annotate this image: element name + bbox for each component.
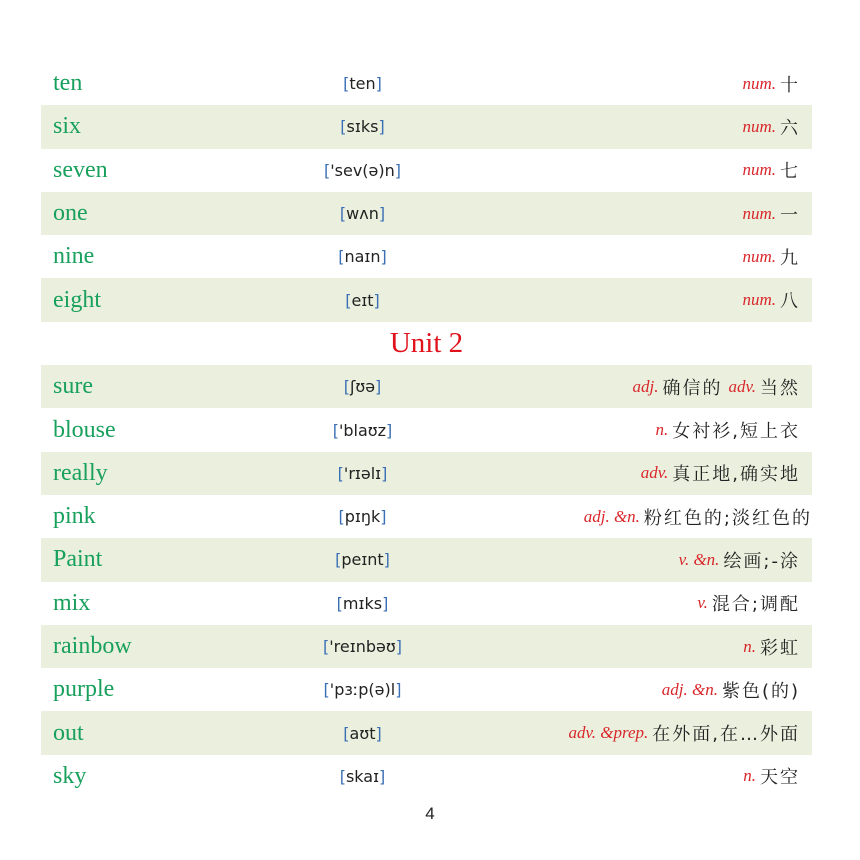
vocab-row (41, 452, 812, 495)
bracket-open: [ (343, 74, 350, 94)
vocab-phonetic (241, 711, 484, 754)
vocab-word: ten (53, 70, 83, 97)
bracket-close: ] (380, 247, 387, 267)
bracket-open: [ (343, 723, 350, 743)
bracket-open: [ (343, 377, 350, 397)
vocab-meaning (736, 62, 800, 105)
vocab-word: seven (53, 156, 108, 183)
vocab-word: one (53, 200, 88, 227)
part-of-speech: adv. (728, 376, 756, 396)
part-of-speech: num. (742, 203, 776, 223)
vocab-phonetic (241, 235, 484, 278)
bracket-close: ] (378, 117, 385, 137)
vocab-phonetic (241, 755, 484, 798)
vocab-word: really (53, 459, 108, 486)
vocab-phonetic (241, 625, 484, 668)
phonetic-text: eɪt (351, 290, 374, 310)
chinese-meaning: 十 (780, 74, 800, 96)
vocab-row (41, 149, 812, 192)
vocab-row (41, 668, 812, 711)
vocab-meaning (562, 711, 800, 754)
bracket-close: ] (382, 593, 389, 613)
bracket-open: [ (339, 766, 346, 786)
vocab-phonetic (241, 452, 484, 495)
phonetic-text: wʌn (346, 204, 379, 224)
bracket-open: [ (337, 463, 344, 483)
bracket-close: ] (375, 74, 382, 94)
phonetic-text: 'rɪəlɪ (343, 463, 382, 483)
part-of-speech: n. (743, 636, 756, 656)
chinese-meaning: 确信的 (662, 377, 723, 399)
phonetic-text: mɪks (342, 593, 383, 613)
vocab-meaning (578, 495, 812, 538)
vocab-phonetic (241, 278, 484, 321)
part-of-speech: adj. (632, 376, 659, 396)
vocab-row (41, 538, 812, 581)
phonetic-text: peɪnt (341, 550, 384, 570)
vocab-row (41, 755, 812, 798)
chinese-meaning: 七 (780, 161, 800, 183)
bracket-open: [ (323, 680, 330, 700)
part-of-speech: num. (742, 116, 776, 136)
unit2-section (41, 365, 812, 798)
part-of-speech: adv. (640, 463, 669, 483)
vocab-phonetic (241, 149, 484, 192)
vocab-word: pink (53, 503, 96, 530)
bracket-close: ] (394, 160, 401, 180)
chinese-meaning: 天空 (760, 767, 800, 789)
vocab-word: nine (53, 243, 95, 270)
vocab-row (41, 582, 812, 625)
vocab-phonetic (241, 192, 484, 235)
phonetic-text: 'sev(ə)n (330, 160, 395, 180)
vocab-row (41, 62, 812, 105)
vocab-row (41, 192, 812, 235)
vocab-word: purple (53, 676, 115, 703)
unit1-section (41, 62, 812, 322)
part-of-speech: n. (743, 766, 756, 786)
vocab-word: six (53, 113, 82, 140)
phonetic-text: sɪks (346, 117, 379, 137)
phonetic-text: aʊt (349, 723, 376, 743)
vocab-meaning (737, 755, 800, 798)
part-of-speech: adj. &n. (661, 679, 718, 699)
vocab-meaning (650, 408, 800, 451)
bracket-open: [ (338, 507, 345, 527)
chinese-meaning: 六 (780, 117, 800, 139)
bracket-open: [ (340, 117, 347, 137)
vocab-meaning (673, 538, 800, 581)
phonetic-text: pɪŋk (344, 507, 381, 527)
vocab-row (41, 625, 812, 668)
phonetic-text: naɪn (344, 247, 381, 267)
vocab-word: blouse (53, 416, 116, 443)
vocab-phonetic (241, 365, 484, 408)
bracket-close: ] (378, 204, 386, 224)
vocab-phonetic (241, 538, 484, 581)
chinese-meaning: 混合;调配 (711, 594, 800, 616)
vocab-meaning (736, 278, 800, 321)
vocab-word: Paint (53, 546, 103, 573)
part-of-speech: v. &n. (678, 549, 720, 569)
bracket-open: [ (336, 593, 343, 613)
vocab-row (41, 235, 812, 278)
part-of-speech: adj. &n. (583, 506, 640, 526)
phonetic-text: 'pɜːp(ə)l (329, 680, 396, 700)
phonetic-text: skaɪ (345, 766, 380, 786)
vocabulary-table (41, 62, 812, 798)
vocab-meaning (691, 582, 800, 625)
vocab-phonetic (241, 105, 484, 148)
vocab-row (41, 278, 812, 321)
vocab-row (41, 711, 812, 754)
chinese-meaning: 彩虹 (760, 637, 800, 659)
vocab-phonetic (241, 408, 484, 451)
vocab-word: sky (53, 762, 87, 789)
phonetic-text: 'reɪnbəʊ (329, 637, 396, 656)
bracket-close: ] (381, 463, 388, 483)
bracket-close: ] (375, 377, 382, 397)
vocab-meaning (626, 365, 800, 408)
vocab-meaning (736, 235, 800, 278)
bracket-open: [ (323, 160, 331, 180)
bracket-close: ] (395, 637, 402, 656)
chinese-meaning: 在外面,在…外面 (652, 724, 800, 746)
part-of-speech: num. (742, 73, 776, 93)
unit-heading-row (41, 322, 812, 365)
vocab-meaning (736, 105, 800, 148)
vocab-row (41, 105, 812, 148)
chinese-meaning: 紫色(的) (721, 680, 800, 702)
chinese-meaning: 粉红色的;淡红色的 (643, 507, 812, 529)
chinese-meaning: 女衬衫,短上衣 (672, 421, 800, 443)
chinese-meaning: 绘画;-涂 (723, 550, 800, 572)
vocab-word: rainbow (53, 633, 132, 659)
bracket-open: [ (339, 204, 347, 224)
bracket-close: ] (379, 766, 386, 786)
chinese-meaning: 九 (780, 247, 800, 269)
vocab-row (41, 495, 812, 538)
bracket-close: ] (386, 420, 393, 440)
phonetic-text: ʃʊə (349, 377, 376, 397)
vocab-word: mix (53, 589, 91, 616)
phonetic-text: ten (349, 74, 376, 94)
vocab-phonetic (241, 582, 484, 625)
chinese-meaning: 真正地,确实地 (672, 464, 800, 486)
bracket-close: ] (380, 507, 387, 527)
part-of-speech: num. (742, 246, 776, 266)
vocab-meaning (737, 625, 800, 668)
bracket-close: ] (373, 290, 380, 310)
chinese-meaning: 当然 (760, 377, 800, 399)
part-of-speech: adv. &prep. (568, 723, 649, 743)
vocab-meaning (736, 149, 800, 192)
vocab-phonetic (241, 495, 484, 538)
vocab-row (41, 408, 812, 451)
vocab-word: sure (53, 373, 93, 400)
vocab-meaning (635, 452, 800, 495)
part-of-speech: v. (697, 593, 708, 613)
bracket-close: ] (375, 723, 382, 743)
bracket-close: ] (395, 680, 402, 700)
vocab-meaning (656, 668, 800, 711)
page-number: 4 (425, 804, 435, 823)
vocab-row (41, 365, 812, 408)
part-of-speech: num. (742, 160, 776, 180)
bracket-open: [ (345, 290, 352, 310)
vocab-phonetic (241, 62, 484, 105)
bracket-open: [ (323, 637, 330, 656)
bracket-open: [ (335, 550, 342, 570)
vocab-meaning (736, 192, 800, 235)
phonetic-text: 'blaʊz (338, 420, 387, 440)
part-of-speech: num. (742, 290, 776, 310)
chinese-meaning: 一 (780, 204, 800, 226)
vocab-word: eight (53, 286, 101, 313)
bracket-open: [ (338, 247, 345, 267)
bracket-open: [ (332, 420, 339, 440)
vocab-phonetic (241, 668, 484, 711)
unit-heading: Unit 2 (389, 326, 464, 359)
bracket-close: ] (383, 550, 390, 570)
vocab-word: out (53, 719, 84, 746)
part-of-speech: n. (655, 420, 669, 440)
chinese-meaning: 八 (780, 291, 800, 313)
